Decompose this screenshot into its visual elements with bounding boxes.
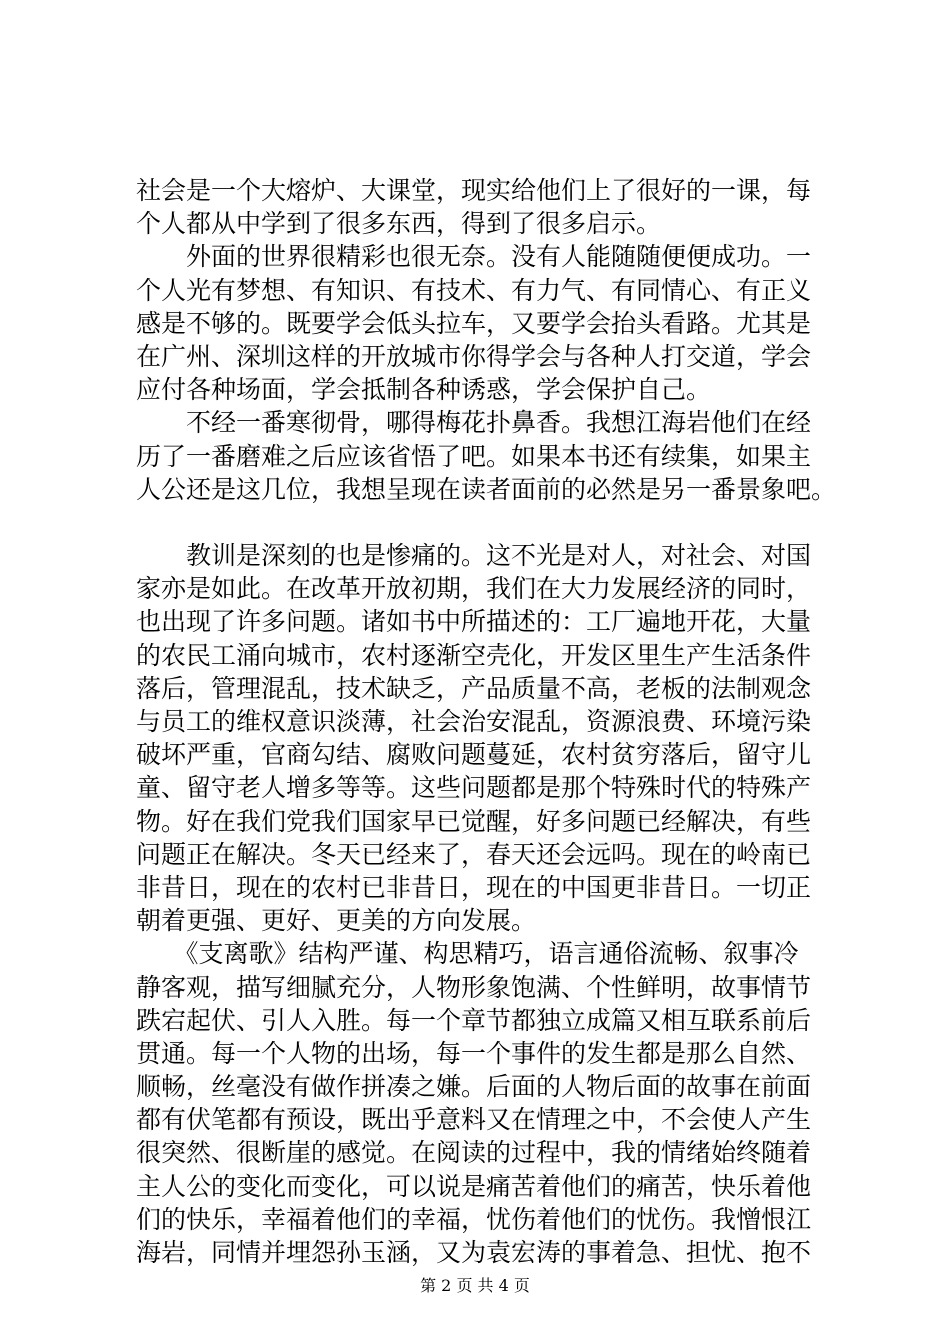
text-line: 的农民工涌向城市，农村逐渐空壳化，开发区里生产生活条件 [136, 640, 812, 670]
text-line: 都有伏笔都有预设，既出乎意料又在情理之中，不会使人产生 [136, 1105, 812, 1135]
text-line: 非昔日，现在的农村已非昔日，现在的中国更非昔日。一切正 [136, 872, 812, 902]
text-line: 《支离歌》结构严谨、构思精巧，语言通俗流畅、叙事冷 [136, 939, 799, 969]
text-line: 家亦是如此。在改革开放初期，我们在大力发展经济的同时， [136, 574, 812, 604]
text-line: 朝着更强、更好、更美的方向发展。 [136, 906, 537, 936]
text-line: 感是不够的。既要学会低头拉车，又要学会抬头看路。尤其是 [136, 308, 812, 338]
page-footer [0, 1273, 950, 1296]
text-line: 在广州、深圳这样的开放城市你得学会与各种人打交道，学会 [136, 341, 812, 371]
body-text [136, 174, 856, 1269]
text-line: 个人都从中学到了很多东西，得到了很多启示。 [136, 209, 662, 239]
text-line: 主人公的变化而变化，可以说是痛苦着他们的痛苦，快乐着他 [136, 1171, 812, 1201]
paragraph-gap [136, 506, 856, 539]
text-line: 与员工的维权意识淡薄，社会治安混乱，资源浪费、环境污染 [136, 707, 812, 736]
text-line: 不经一番寒彻骨，哪得梅花扑鼻香。我想江海岩他们在经 [136, 408, 812, 438]
text-line: 顺畅，丝毫没有做作拼凑之嫌。后面的人物后面的故事在前面 [136, 1072, 812, 1102]
text-line: 历了一番磨难之后应该省悟了吧。如果本书还有续集，如果主 [136, 441, 812, 471]
page-number-label: 第 2 页 共 4 页 [420, 1276, 530, 1295]
text-line: 个人光有梦想、有知识、有技术、有力气、有同情心、有正义 [136, 275, 812, 305]
text-line: 跌宕起伏、引人入胜。每一个章节都独立成篇又相互联系前后 [136, 1005, 812, 1035]
text-line: 也出现了许多问题。诸如书中所描述的：工厂遍地开花，大量 [136, 607, 812, 637]
text-line: 社会是一个大熔炉、大课堂，现实给他们上了很好的一课，每 [136, 176, 812, 205]
text-line: 童、留守老人增多等等。这些问题都是那个特殊时代的特殊产 [136, 773, 812, 803]
text-line: 教训是深刻的也是惨痛的。这不光是对人，对社会、对国 [136, 541, 812, 571]
text-line: 人公还是这几位，我想呈现在读者面前的必然是另一番景象吧。 [136, 474, 837, 504]
text-line: 们的快乐，幸福着他们的幸福，忧伤着他们的忧伤。我憎恨江 [136, 1204, 812, 1234]
text-line: 破坏严重，官商勾结、腐败问题蔓延，农村贫穷落后，留守儿 [136, 740, 812, 770]
text-line: 贯通。每一个人物的出场，每一个事件的发生都是那么自然、 [136, 1038, 812, 1068]
text-line: 物。好在我们党我们国家早已觉醒，好多问题已经解决，有些 [136, 806, 812, 836]
text-line: 问题正在解决。冬天已经来了，春天还会远吗。现在的岭南已 [136, 839, 812, 869]
text-line: 落后，管理混乱，技术缺乏，产品质量不高，老板的法制观念 [136, 673, 812, 703]
text-line: 很突然、很断崖的感觉。在阅读的过程中，我的情绪始终随着 [136, 1138, 812, 1168]
text-line: 应付各种场面，学会抵制各种诱惑，学会保护自己。 [136, 375, 712, 405]
text-line: 外面的世界很精彩也很无奈。没有人能随随便便成功。一 [136, 242, 812, 272]
text-line: 海岩，同情并埋怨孙玉涵，又为袁宏涛的事着急、担忧、抱不 [136, 1238, 812, 1267]
text-line: 静客观，描写细腻充分，人物形象饱满、个性鲜明，故事情节 [136, 972, 812, 1002]
